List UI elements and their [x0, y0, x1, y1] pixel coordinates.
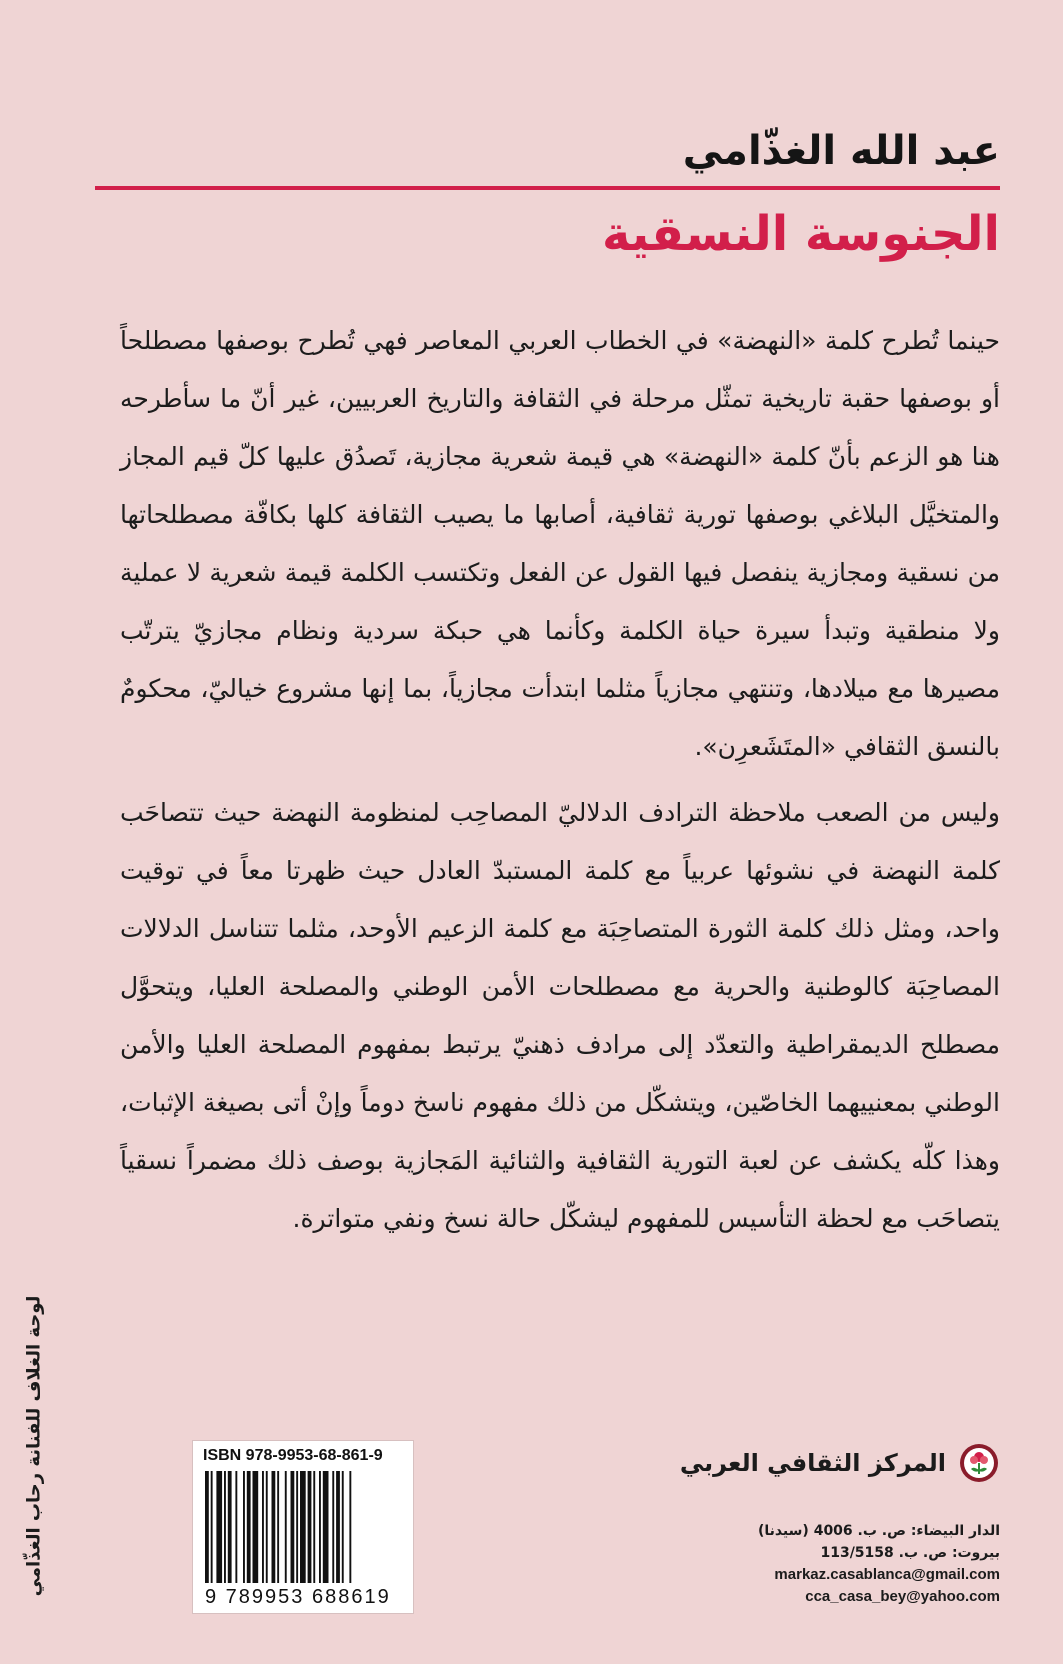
- author-name: عبد الله الغذّامي: [682, 128, 1000, 174]
- blurb-paragraph: حينما تُطرح كلمة «النهضة» في الخطاب العربي المعاصر فهي تُطرح بوصفها مصطلحاً أو بوصفها حقبة تاريخية تمثّل مرحلة في الثقافة والتاريخ العربيين، غير أنّ ما سأطرحه هنا هو الزعم بأنّ كلمة «النهضة» هي قيمة شعرية مجازية، تَصدُق عليها كلّ قيم المجاز والمتخيَّل البلاغي بوصفها تورية ثقافية، أصابها ما يصيب الثقافة كلها بكافّة مصطلحاتها من نسقية ومجازية ينفصل فيها القول عن الفعل وتكتسب الكلمة قيمة شعرية لا عملية ولا منطقية وتبدأ سيرة حياة الكلمة وكأنما هي حبكة سردية ونظام مجازيّ يترتّب مصيرها مع ميلادها، وتنتهي مجازياً مثلما ابتدأت مجازياً، بما إنها مشروع خياليّ، محكومٌ بالنسق الثقافي «المتَشَعرِن».: [120, 326, 1000, 761]
- isbn-label: ISBN 978-9953-68-861-9: [203, 1447, 383, 1464]
- publisher-contact: [620, 1520, 1000, 1608]
- flower-in-circle-icon: [958, 1442, 1000, 1484]
- barcode: [192, 1440, 414, 1614]
- cover-credit: [12, 1236, 56, 1656]
- blurb-text: [120, 312, 1000, 1248]
- contact-email-yahoo[interactable]: cca_casa_bey@yahoo.com: [805, 1588, 1000, 1605]
- contact-beirut: بيروت: ص. ب. 113/5158: [820, 1545, 1000, 1561]
- cover-credit-text: لوحة الغلاف للفنانة رحاب الغذّامي: [23, 1295, 45, 1597]
- publisher-name: المركز الثقافي العربي: [679, 1449, 946, 1477]
- contact-casablanca: الدار البيضاء: ص. ب. 4006 (سيدنا): [757, 1523, 1000, 1539]
- publisher-block: [680, 1440, 1000, 1486]
- title-divider: [95, 186, 1000, 190]
- barcode-digits: 9 789953 688619: [205, 1586, 391, 1608]
- barcode-bars: [201, 1471, 405, 1587]
- blurb-paragraph: وليس من الصعب ملاحظة الترادف الدلاليّ المصاحِب لمنظومة النهضة حيث تتصاحَب كلمة النهضة في نشوئها عربياً مع كلمة المستبدّ العادل حيث ظهرتا معاً في توقيت واحد، ومثل ذلك كلمة الثورة المتصاحِبَة مع كلمة الزعيم الأوحد، مثلما تتناسل الدلالات المصاحِبَة كالوطنية والحرية مع مصطلحات الأمن الوطني والمصلحة العليا، ويتحوَّل مصطلح الديمقراطية والتعدّد إلى مرادف ذهنيّ يرتبط بمفهوم المصلحة العليا والأمن الوطني بمعنييهما الخاصّين، ويتشكّل من ذلك مفهوم ناسخ دوماً وإنْ أتى بصيغة الإثبات، وهذا كلّه يكشف عن لعبة التورية الثقافية والثنائية المَجازية بوصف ذلك مضمراً نسقياً يتصاحَب مع لحظة التأسيس للمفهوم ليشكّل حالة نسخ ونفي متواترة.: [120, 798, 1000, 1233]
- book-title: الجنوسة النسقية: [602, 206, 1000, 262]
- contact-email-gmail[interactable]: markaz.casablanca@gmail.com: [774, 1566, 1000, 1583]
